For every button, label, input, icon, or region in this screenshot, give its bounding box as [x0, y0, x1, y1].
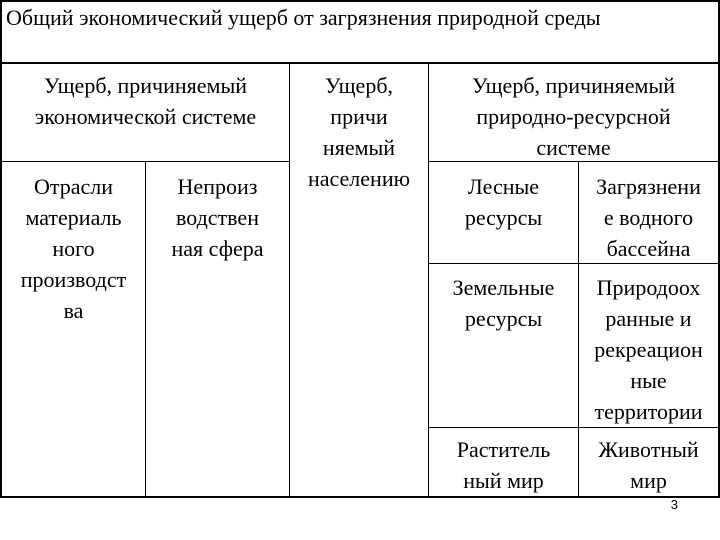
page-title: Общий экономический ущерб от загрязнения природной среды	[6, 5, 601, 30]
frame-bottom	[0, 496, 720, 498]
page-number: 3	[670, 497, 678, 512]
forest-resources-cell: Лесные ресурсы	[464, 174, 543, 230]
non-production-cell: Непроиз водствен ная сфера	[171, 174, 264, 261]
flora-cell: Раститель ный мир	[456, 437, 551, 493]
protected-areas-cell: Природоох ранные и рекреацион ные территории	[594, 275, 703, 424]
divider-title	[0, 62, 720, 64]
material-production-cell: Отрасли материаль ного производст ва	[20, 174, 127, 323]
fauna-cell: Животный мир	[598, 437, 699, 493]
natural-system-header: Ущерб, причиняемый природно-ресурсной системе	[471, 73, 676, 160]
divider-natural-row2	[428, 427, 720, 428]
land-resources-cell: Земельные ресурсы	[452, 275, 555, 331]
population-header: Ущерб, причи няемый населению	[307, 73, 411, 191]
economic-system-header: Ущерб, причиняемый экономической системе	[34, 73, 257, 129]
water-pollution-cell: Загрязнени е водного бассейна	[596, 174, 701, 261]
frame-top	[0, 0, 720, 2]
